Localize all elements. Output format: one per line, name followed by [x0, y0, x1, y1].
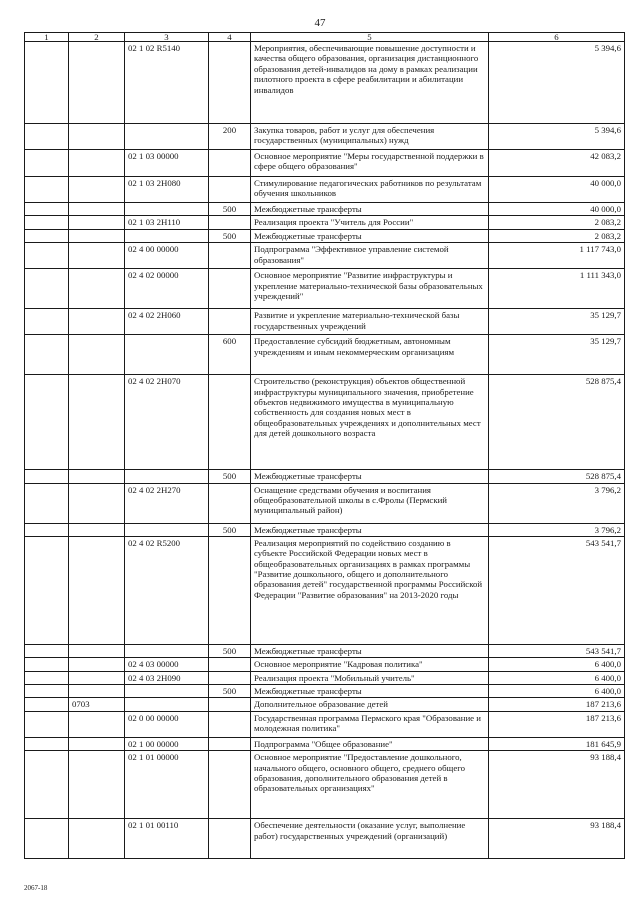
subsection-cell	[69, 671, 125, 684]
amount-cell: 187 213,6	[489, 711, 625, 737]
amount-cell: 187 213,6	[489, 698, 625, 711]
subsection-cell	[69, 819, 125, 859]
expense-type-cell	[209, 711, 251, 737]
subsection-cell	[69, 42, 125, 124]
amount-cell: 35 129,7	[489, 335, 625, 375]
subsection-cell	[69, 536, 125, 644]
table-row	[25, 335, 625, 375]
table-row	[25, 150, 625, 177]
expense-type-cell	[209, 42, 251, 124]
name-cell: Подпрограмма "Общее образование"	[251, 737, 489, 750]
expense-type-cell: 500	[209, 685, 251, 698]
subsection-cell	[69, 711, 125, 737]
name-cell: Основное мероприятие "Предоставление дошкольного, начального общего, основного общего, среднего общего образования, дополнительного образования детей в образовательных организациях"	[251, 751, 489, 819]
budget-table	[24, 32, 625, 859]
section-cell	[25, 243, 69, 269]
expense-type-cell	[209, 698, 251, 711]
section-cell	[25, 698, 69, 711]
table-row	[25, 658, 625, 671]
target-article-cell	[125, 698, 209, 711]
column-header: 3	[125, 33, 209, 42]
target-article-cell: 02 1 03 00000	[125, 150, 209, 177]
target-article-cell	[125, 203, 209, 216]
table-row	[25, 177, 625, 203]
section-cell	[25, 523, 69, 536]
name-cell: Оснащение средствами обучения и воспитания общеобразовательной школы в с.Фролы (Пермский муниципальный район)	[251, 483, 489, 523]
name-cell: Межбюджетные трансферты	[251, 644, 489, 657]
subsection-cell	[69, 269, 125, 309]
page-number: 47	[314, 17, 326, 29]
subsection-cell	[69, 216, 125, 229]
amount-cell: 42 083,2	[489, 150, 625, 177]
name-cell: Мероприятия, обеспечивающие повышение доступности и качества общего образования, организация дистанционного образования детей-инвалидов на дому в рамках реализации пилотного проекта в сфере реабилитации и абилитации инвалидов	[251, 42, 489, 124]
table-row	[25, 229, 625, 242]
expense-type-cell	[209, 309, 251, 335]
amount-cell: 6 400,0	[489, 658, 625, 671]
section-cell	[25, 269, 69, 309]
section-cell	[25, 711, 69, 737]
section-cell	[25, 335, 69, 375]
target-article-cell: 02 1 01 00110	[125, 819, 209, 859]
section-cell	[25, 229, 69, 242]
name-cell: Реализация проекта "Мобильный учитель"	[251, 671, 489, 684]
subsection-cell	[69, 309, 125, 335]
table-row	[25, 671, 625, 684]
target-article-cell	[125, 124, 209, 150]
table-row	[25, 737, 625, 750]
subsection-cell	[69, 243, 125, 269]
name-cell: Развитие и укрепление материально-технической базы государственных учреждений	[251, 309, 489, 335]
target-article-cell: 02 4 03 00000	[125, 658, 209, 671]
expense-type-cell	[209, 751, 251, 819]
table-row	[25, 819, 625, 859]
column-header: 1	[25, 33, 69, 42]
name-cell: Межбюджетные трансферты	[251, 685, 489, 698]
document-code: 2067-18	[24, 884, 48, 892]
amount-cell: 93 188,4	[489, 819, 625, 859]
subsection-cell	[69, 751, 125, 819]
section-cell	[25, 483, 69, 523]
subsection-cell	[69, 229, 125, 242]
section-cell	[25, 203, 69, 216]
target-article-cell	[125, 335, 209, 375]
target-article-cell: 02 4 02 R5200	[125, 536, 209, 644]
table-row	[25, 269, 625, 309]
amount-cell: 40 000,0	[489, 177, 625, 203]
name-cell: Межбюджетные трансферты	[251, 470, 489, 483]
amount-cell: 2 083,2	[489, 229, 625, 242]
table-row	[25, 536, 625, 644]
subsection-cell	[69, 150, 125, 177]
target-article-cell: 02 1 03 2Н080	[125, 177, 209, 203]
subsection-cell	[69, 203, 125, 216]
amount-cell: 2 083,2	[489, 216, 625, 229]
amount-cell: 6 400,0	[489, 685, 625, 698]
expense-type-cell	[209, 177, 251, 203]
expense-type-cell	[209, 671, 251, 684]
table-row	[25, 216, 625, 229]
target-article-cell	[125, 523, 209, 536]
table-row	[25, 483, 625, 523]
amount-cell: 3 796,2	[489, 483, 625, 523]
name-cell: Межбюджетные трансферты	[251, 203, 489, 216]
name-cell: Обеспечение деятельности (оказание услуг, выполнение работ) государственных учреждений (организаций)	[251, 819, 489, 859]
expense-type-cell: 500	[209, 203, 251, 216]
name-cell: Стимулирование педагогических работников по результатам обучения школьников	[251, 177, 489, 203]
target-article-cell: 02 1 03 2Н110	[125, 216, 209, 229]
subsection-cell	[69, 335, 125, 375]
table-body	[25, 42, 625, 859]
target-article-cell: 02 1 02 R5140	[125, 42, 209, 124]
table-row	[25, 42, 625, 124]
amount-cell: 3 796,2	[489, 523, 625, 536]
column-header: 6	[489, 33, 625, 42]
subsection-cell	[69, 685, 125, 698]
expense-type-cell	[209, 819, 251, 859]
column-header: 5	[251, 33, 489, 42]
section-cell	[25, 470, 69, 483]
expense-type-cell	[209, 375, 251, 470]
section-cell	[25, 737, 69, 750]
subsection-cell	[69, 523, 125, 536]
target-article-cell	[125, 644, 209, 657]
section-cell	[25, 124, 69, 150]
expense-type-cell	[209, 483, 251, 523]
column-header: 2	[69, 33, 125, 42]
name-cell: Межбюджетные трансферты	[251, 229, 489, 242]
section-cell	[25, 819, 69, 859]
table-row	[25, 751, 625, 819]
subsection-cell	[69, 470, 125, 483]
amount-cell: 528 875,4	[489, 470, 625, 483]
name-cell: Государственная программа Пермского края "Образование и молодежная политика"	[251, 711, 489, 737]
section-cell	[25, 375, 69, 470]
name-cell: Основное мероприятие "Кадровая политика"	[251, 658, 489, 671]
section-cell	[25, 309, 69, 335]
expense-type-cell: 200	[209, 124, 251, 150]
name-cell: Реализация проекта "Учитель для России"	[251, 216, 489, 229]
expense-type-cell: 600	[209, 335, 251, 375]
subsection-cell	[69, 644, 125, 657]
name-cell: Межбюджетные трансферты	[251, 523, 489, 536]
target-article-cell	[125, 685, 209, 698]
target-article-cell: 02 4 00 00000	[125, 243, 209, 269]
amount-cell: 6 400,0	[489, 671, 625, 684]
table-row	[25, 644, 625, 657]
expense-type-cell: 500	[209, 229, 251, 242]
table-row	[25, 124, 625, 150]
subsection-cell	[69, 124, 125, 150]
name-cell: Основное мероприятие "Развитие инфраструктуры и укрепление материально-технической базы образовательных учреждений"	[251, 269, 489, 309]
section-cell	[25, 751, 69, 819]
name-cell: Основное мероприятие "Меры государственной поддержки в сфере общего образования"	[251, 150, 489, 177]
amount-cell: 543 541,7	[489, 644, 625, 657]
table-row	[25, 470, 625, 483]
table-row	[25, 523, 625, 536]
section-cell	[25, 42, 69, 124]
target-article-cell: 02 1 01 00000	[125, 751, 209, 819]
section-cell	[25, 536, 69, 644]
target-article-cell: 02 1 00 00000	[125, 737, 209, 750]
table-row	[25, 309, 625, 335]
section-cell	[25, 671, 69, 684]
expense-type-cell	[209, 737, 251, 750]
subsection-cell	[69, 483, 125, 523]
name-cell: Реализация мероприятий по содействию созданию в субъекте Российской Федерации новых мест в общеобразовательных организациях в рамках программы "Развитие дошкольного, общего и дополнительного образования детей" государственной программы Российской Федерации "Развитие образования" на 2013-2020 годы	[251, 536, 489, 644]
target-article-cell: 02 4 02 00000	[125, 269, 209, 309]
amount-cell: 5 394,6	[489, 42, 625, 124]
subsection-cell	[69, 658, 125, 671]
expense-type-cell: 500	[209, 523, 251, 536]
expense-type-cell	[209, 269, 251, 309]
subsection-cell	[69, 177, 125, 203]
target-article-cell: 02 4 02 2Н060	[125, 309, 209, 335]
name-cell: Закупка товаров, работ и услуг для обеспечения государственных (муниципальных) нужд	[251, 124, 489, 150]
name-cell: Подпрограмма "Эффективное управление системой образования"	[251, 243, 489, 269]
table-row	[25, 203, 625, 216]
expense-type-cell: 500	[209, 470, 251, 483]
amount-cell: 181 645,9	[489, 737, 625, 750]
target-article-cell	[125, 229, 209, 242]
target-article-cell: 02 0 00 00000	[125, 711, 209, 737]
name-cell: Строительство (реконструкция) объектов общественной инфраструктуры муниципального значения, приобретение объектов недвижимого имущества в муниципальную собственность для создания новых мест в общеобразовательных учреждениях и дополнительных мест для детей дошкольного возраста	[251, 375, 489, 470]
subsection-cell: 0703	[69, 698, 125, 711]
subsection-cell	[69, 737, 125, 750]
table-row	[25, 375, 625, 470]
amount-cell: 528 875,4	[489, 375, 625, 470]
table-row	[25, 685, 625, 698]
section-cell	[25, 685, 69, 698]
amount-cell: 93 188,4	[489, 751, 625, 819]
expense-type-cell	[209, 216, 251, 229]
expense-type-cell	[209, 536, 251, 644]
target-article-cell: 02 4 03 2Н090	[125, 671, 209, 684]
amount-cell: 1 117 743,0	[489, 243, 625, 269]
table-row	[25, 243, 625, 269]
subsection-cell	[69, 375, 125, 470]
amount-cell: 543 541,7	[489, 536, 625, 644]
target-article-cell: 02 4 02 2Н270	[125, 483, 209, 523]
name-cell: Дополнительное образование детей	[251, 698, 489, 711]
section-cell	[25, 644, 69, 657]
expense-type-cell	[209, 150, 251, 177]
expense-type-cell	[209, 658, 251, 671]
target-article-cell: 02 4 02 2Н070	[125, 375, 209, 470]
section-cell	[25, 150, 69, 177]
amount-cell: 5 394,6	[489, 124, 625, 150]
section-cell	[25, 216, 69, 229]
amount-cell: 40 000,0	[489, 203, 625, 216]
target-article-cell	[125, 470, 209, 483]
column-header: 4	[209, 33, 251, 42]
table-row	[25, 711, 625, 737]
expense-type-cell: 500	[209, 644, 251, 657]
amount-cell: 35 129,7	[489, 309, 625, 335]
amount-cell: 1 111 343,0	[489, 269, 625, 309]
expense-type-cell	[209, 243, 251, 269]
table-header-row	[25, 33, 625, 42]
name-cell: Предоставление субсидий бюджетным, автономным учреждениям и иным некоммерческим организациям	[251, 335, 489, 375]
section-cell	[25, 658, 69, 671]
section-cell	[25, 177, 69, 203]
table-row	[25, 698, 625, 711]
